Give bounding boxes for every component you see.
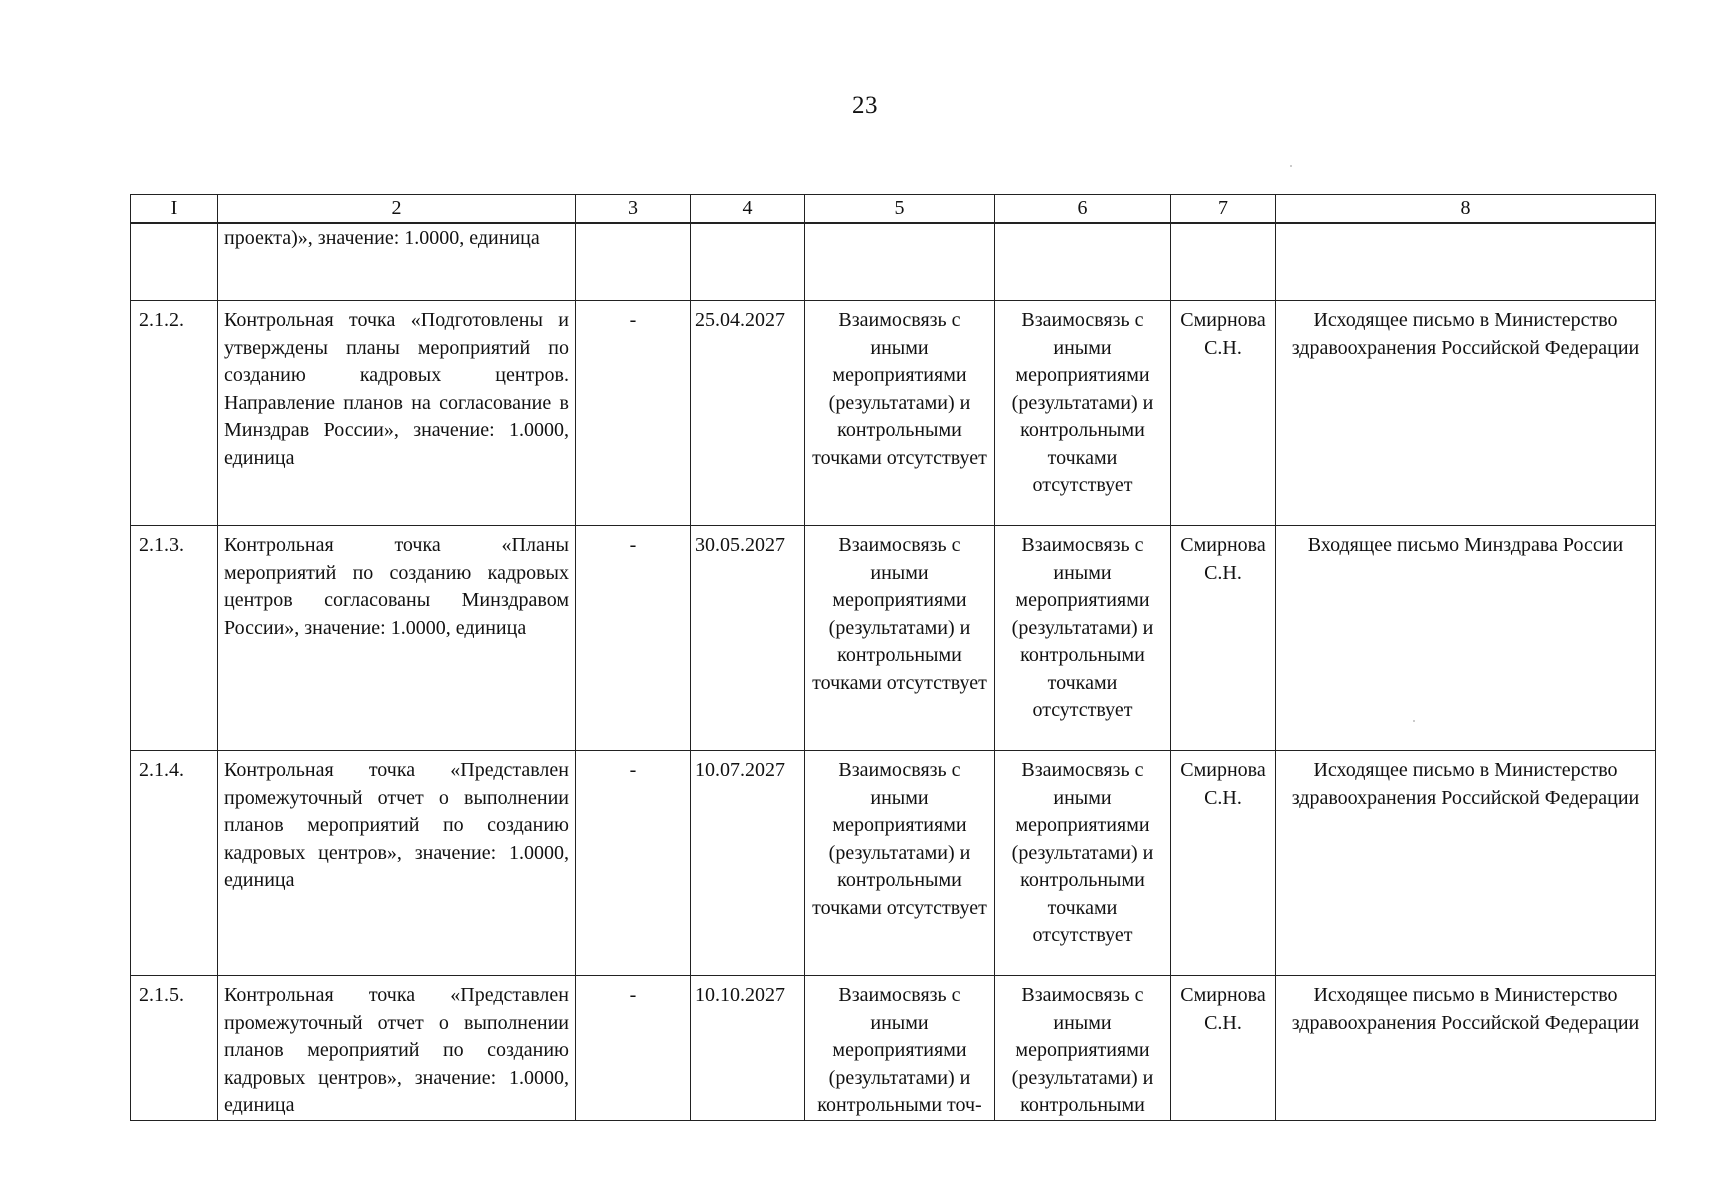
confirming-document	[1276, 223, 1656, 301]
column-number-2: 2	[218, 195, 576, 224]
relation-next: Взаимосвязь с иными мероприятиями (результатами) и контрольными точками отсутствует	[995, 301, 1171, 526]
column-number-1: I	[131, 195, 218, 224]
confirming-document: Исходящее письмо в Министерство здравоохранения Российской Федерации	[1276, 301, 1656, 526]
control-point-description: Контрольная точка «Планы мероприятий по созданию кадровых центров согласованы Минздравом России», значение: 1.0000, единица	[218, 526, 576, 751]
column-3-value: -	[576, 301, 691, 526]
row-number: 2.1.2.	[131, 301, 218, 526]
row-number: 2.1.3.	[131, 526, 218, 751]
responsible-person: Смирнова С.Н.	[1171, 301, 1276, 526]
relation-next: Взаимосвязь с иными мероприятиями (результатами) и контрольными точками отсутствует	[995, 751, 1171, 976]
due-date: 30.05.2027	[691, 526, 805, 751]
column-3-value: -	[576, 976, 691, 1121]
row-number: 2.1.4.	[131, 751, 218, 976]
due-date: 10.07.2027	[691, 751, 805, 976]
relation-previous	[805, 223, 995, 301]
confirming-document: Входящее письмо Минздрава России	[1276, 526, 1656, 751]
column-3-value: -	[576, 751, 691, 976]
confirming-document: Исходящее письмо в Министерство здравоохранения Российской Федерации	[1276, 751, 1656, 976]
responsible-person	[1171, 223, 1276, 301]
relation-previous: Взаимосвязь с иными мероприятиями (результатами) и контрольными точками отсутствует	[805, 526, 995, 751]
due-date: 10.10.2027	[691, 976, 805, 1121]
responsible-person: Смирнова С.Н.	[1171, 751, 1276, 976]
column-number-6: 6	[995, 195, 1171, 224]
relation-previous: Взаимосвязь с иными мероприятиями (результатами) и контрольными точ-	[805, 976, 995, 1121]
table-row	[131, 526, 1656, 751]
control-point-description: проекта)», значение: 1.0000, единица	[218, 223, 576, 301]
column-number-5: 5	[805, 195, 995, 224]
column-number-8: 8	[1276, 195, 1656, 224]
row-number	[131, 223, 218, 301]
relation-next	[995, 223, 1171, 301]
control-point-description: Контрольная точка «Представлен промежуточный отчет о выполнении планов мероприятий по созданию кадровых центров», значение: 1.0000, единица	[218, 751, 576, 976]
scan-speck	[1290, 165, 1292, 167]
control-points-table	[130, 194, 1656, 1121]
confirming-document: Исходящее письмо в Министерство здравоохранения Российской Федерации	[1276, 976, 1656, 1121]
responsible-person: Смирнова С.Н.	[1171, 526, 1276, 751]
relation-next: Взаимосвязь с иными мероприятиями (результатами) и контрольными	[995, 976, 1171, 1121]
column-number-3: 3	[576, 195, 691, 224]
column-3-value	[576, 223, 691, 301]
row-number: 2.1.5.	[131, 976, 218, 1121]
relation-next: Взаимосвязь с иными мероприятиями (результатами) и контрольными точками отсутствует	[995, 526, 1171, 751]
table-row	[131, 301, 1656, 526]
responsible-person: Смирнова С.Н.	[1171, 976, 1276, 1121]
page-number: 23	[852, 92, 878, 119]
table-row	[131, 976, 1656, 1121]
table-row	[131, 751, 1656, 976]
column-3-value: -	[576, 526, 691, 751]
control-point-description: Контрольная точка «Подготовлены и утверждены планы мероприятий по созданию кадровых центров. Направление планов на согласование в Минздрав России», значение: 1.0000, единица	[218, 301, 576, 526]
control-point-description: Контрольная точка «Представлен промежуточный отчет о выполнении планов мероприятий по созданию кадровых центров», значение: 1.0000, единица	[218, 976, 576, 1121]
relation-previous: Взаимосвязь с иными мероприятиями (результатами) и контрольными точками отсутствует	[805, 301, 995, 526]
table-row	[131, 223, 1656, 301]
relation-previous: Взаимосвязь с иными мероприятиями (результатами) и контрольными точками отсутствует	[805, 751, 995, 976]
column-number-7: 7	[1171, 195, 1276, 224]
due-date	[691, 223, 805, 301]
column-numbers-row	[131, 195, 1656, 224]
column-number-4: 4	[691, 195, 805, 224]
due-date: 25.04.2027	[691, 301, 805, 526]
